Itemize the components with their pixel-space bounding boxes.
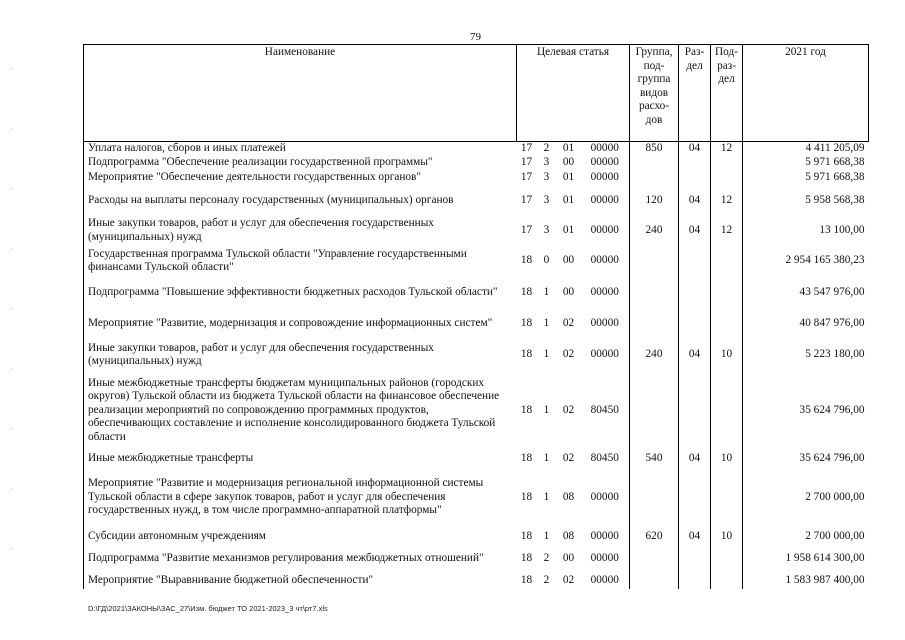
row-name: Мероприятие "Обеспечение деятельности государственных органов" — [84, 170, 517, 187]
row-section — [679, 573, 711, 589]
row-expense-group — [630, 573, 679, 589]
row-code-subprogram: 1 — [543, 317, 550, 330]
table-row — [84, 309, 869, 340]
row-section — [679, 545, 711, 573]
row-amount: 2 700 000,00 — [743, 467, 869, 529]
row-subsection: 12 — [711, 187, 743, 216]
row-name: Подпрограмма "Обеспечение реализации государственной программы" — [84, 156, 517, 170]
header-target: Целевая статья — [517, 45, 630, 142]
row-subsection — [711, 170, 743, 187]
row-name: Субсидии автономным учреждениям — [84, 529, 517, 545]
row-code-program: 17 — [520, 194, 533, 207]
row-amount: 2 700 000,00 — [743, 529, 869, 545]
row-subsection: 12 — [711, 216, 743, 246]
table-body — [84, 142, 869, 589]
table-row — [84, 277, 869, 309]
row-code-subprogram: 2 — [543, 573, 550, 586]
row-amount: 5 223 180,00 — [743, 340, 869, 371]
row-name: Иные закупки товаров, работ и услуг для обеспечения государственных (муниципальных) нужд — [84, 216, 517, 246]
table-row — [84, 216, 869, 246]
row-code-subprogram: 1 — [543, 348, 550, 361]
row-section — [679, 371, 711, 451]
row-code-direction: 00000 — [590, 529, 619, 542]
row-code-event: 02 — [562, 403, 575, 416]
table-row — [84, 529, 869, 545]
row-expense-group: 240 — [630, 340, 679, 371]
row-amount: 4 411 205,09 — [743, 142, 869, 156]
row-subsection — [711, 156, 743, 170]
row-code-direction: 00000 — [590, 223, 619, 236]
row-subsection — [711, 573, 743, 589]
row-subsection — [711, 371, 743, 451]
row-expense-group — [630, 170, 679, 187]
row-expense-group — [630, 156, 679, 170]
row-subsection — [711, 246, 743, 277]
row-expense-group: 620 — [630, 529, 679, 545]
row-code-direction: 00000 — [590, 142, 619, 154]
row-name: Мероприятие "Развитие, модернизация и сопровождение информационных систем" — [84, 309, 517, 340]
table-row — [84, 573, 869, 589]
header-name: Наименование — [84, 45, 517, 142]
table-row — [84, 246, 869, 277]
row-section — [679, 467, 711, 529]
row-code-subprogram: 3 — [543, 155, 550, 168]
row-code-direction: 00000 — [590, 155, 619, 168]
row-code-program: 18 — [520, 551, 533, 564]
row-section: 04 — [679, 529, 711, 545]
row-amount: 5 958 568,38 — [743, 187, 869, 216]
row-section: 04 — [679, 216, 711, 246]
row-code-subprogram: 1 — [543, 451, 550, 464]
row-name: Государственная программа Тульской области "Управление государственными финансами Тульской области" — [84, 246, 517, 277]
row-code-event: 02 — [562, 573, 575, 586]
row-code-program: 17 — [520, 223, 533, 236]
row-code-program: 18 — [520, 529, 533, 542]
row-section — [679, 277, 711, 309]
row-expense-group — [630, 371, 679, 451]
page-number: 79 — [470, 31, 481, 43]
row-subsection — [711, 467, 743, 529]
row-amount: 1 958 614 300,00 — [743, 545, 869, 573]
row-code-program: 18 — [520, 403, 533, 416]
file-path-footer: D:\ГД\2021\ЗАКОНЫ\ЗАС_27\Изм. бюджет ТО 2021-2023_3 чт\рт7.xls — [88, 604, 328, 613]
row-code-subprogram: 1 — [543, 403, 550, 416]
row-code-event: 01 — [562, 171, 575, 184]
row-amount: 35 624 796,00 — [743, 451, 869, 467]
row-code-subprogram: 1 — [543, 285, 550, 298]
row-name: Уплата налогов, сборов и иных платежей — [84, 142, 517, 156]
row-name: Иные закупки товаров, работ и услуг для обеспечения государственных (муниципальных) нужд — [84, 340, 517, 371]
scan-edge-marks: · · · · · · · · · — [10, 65, 13, 554]
row-code-event: 02 — [562, 348, 575, 361]
row-code-program: 18 — [520, 254, 533, 267]
row-code-direction: 00000 — [590, 573, 619, 586]
table-header — [84, 45, 869, 142]
row-amount: 5 971 668,38 — [743, 170, 869, 187]
table-row — [84, 467, 869, 529]
table-row — [84, 545, 869, 573]
row-amount: 2 954 165 380,23 — [743, 246, 869, 277]
row-code-program: 18 — [520, 317, 533, 330]
row-code-event: 01 — [562, 142, 575, 154]
row-code-program: 18 — [520, 451, 533, 464]
row-expense-group — [630, 309, 679, 340]
row-amount: 35 624 796,00 — [743, 371, 869, 451]
row-subsection: 12 — [711, 142, 743, 156]
row-section: 04 — [679, 142, 711, 156]
row-code-direction: 00000 — [590, 254, 619, 267]
table-row — [84, 451, 869, 467]
row-amount: 43 547 976,00 — [743, 277, 869, 309]
row-subsection: 10 — [711, 529, 743, 545]
row-name: Подпрограмма "Повышение эффективности бюджетных расходов Тульской области" — [84, 277, 517, 309]
row-code-subprogram: 1 — [543, 529, 550, 542]
row-code-event: 01 — [562, 194, 575, 207]
row-code-direction: 00000 — [590, 490, 619, 503]
row-name: Мероприятие "Выравнивание бюджетной обеспеченности" — [84, 573, 517, 589]
row-subsection — [711, 545, 743, 573]
row-code-program: 18 — [520, 285, 533, 298]
row-subsection: 10 — [711, 340, 743, 371]
row-code-program: 17 — [520, 155, 533, 168]
row-expense-group: 850 — [630, 142, 679, 156]
header-subsection: Под-раз-дел — [711, 45, 743, 142]
row-section — [679, 170, 711, 187]
row-code-subprogram: 0 — [543, 254, 550, 267]
row-code-direction: 00000 — [590, 194, 619, 207]
row-code-event: 00 — [562, 254, 575, 267]
budget-table-page — [83, 44, 868, 589]
row-code-event: 00 — [562, 551, 575, 564]
row-name: Иные межбюджетные трансферты бюджетам муниципальных районов (городских округов) Тульской области из бюджета Тульской области на финансовое обеспечение реализации мероприятий по сопровождению программных продуктов, обеспечивающих составление и исполнение консолидированного бюджета Тульской области — [84, 371, 517, 451]
row-code-direction: 00000 — [590, 317, 619, 330]
row-section — [679, 246, 711, 277]
row-section: 04 — [679, 451, 711, 467]
row-subsection — [711, 309, 743, 340]
row-code-direction: 00000 — [590, 171, 619, 184]
row-code-subprogram: 1 — [543, 490, 550, 503]
row-code-program: 18 — [520, 573, 533, 586]
row-name: Расходы на выплаты персоналу государственных (муниципальных) органов — [84, 187, 517, 216]
row-name: Подпрограмма "Развитие механизмов регулирования межбюджетных отношений" — [84, 545, 517, 573]
row-code-event: 01 — [562, 223, 575, 236]
row-code-event: 08 — [562, 490, 575, 503]
table-row — [84, 156, 869, 170]
table-row — [84, 170, 869, 187]
header-year: 2021 год — [743, 45, 869, 142]
row-amount: 13 100,00 — [743, 216, 869, 246]
budget-table — [83, 44, 869, 589]
row-expense-group: 240 — [630, 216, 679, 246]
row-expense-group: 120 — [630, 187, 679, 216]
row-code-subprogram: 3 — [543, 171, 550, 184]
row-code-subprogram: 2 — [543, 142, 550, 154]
row-code-subprogram: 2 — [543, 551, 550, 564]
row-expense-group: 540 — [630, 451, 679, 467]
header-section: Раз-дел — [679, 45, 711, 142]
row-subsection: 10 — [711, 451, 743, 467]
row-code-event: 02 — [562, 451, 575, 464]
row-section — [679, 309, 711, 340]
row-code-event: 08 — [562, 529, 575, 542]
row-expense-group — [630, 467, 679, 529]
row-code-program: 18 — [520, 348, 533, 361]
row-expense-group — [630, 277, 679, 309]
header-group: Группа, под-группа видов расхо-дов — [630, 45, 679, 142]
row-amount: 5 971 668,38 — [743, 156, 869, 170]
row-code-event: 00 — [562, 155, 575, 168]
row-code-direction: 80450 — [590, 451, 619, 464]
row-expense-group — [630, 246, 679, 277]
row-code-direction: 00000 — [590, 348, 619, 361]
row-expense-group — [630, 545, 679, 573]
row-code-direction: 00000 — [590, 551, 619, 564]
row-subsection — [711, 277, 743, 309]
table-row — [84, 340, 869, 371]
row-code-event: 02 — [562, 317, 575, 330]
row-code-program: 17 — [520, 142, 533, 154]
row-section: 04 — [679, 340, 711, 371]
row-name: Иные межбюджетные трансферты — [84, 451, 517, 467]
row-amount: 40 847 976,00 — [743, 309, 869, 340]
row-section — [679, 156, 711, 170]
row-code-subprogram: 3 — [543, 194, 550, 207]
row-code-event: 00 — [562, 285, 575, 298]
table-row — [84, 187, 869, 216]
table-row — [84, 371, 869, 451]
row-code-direction: 80450 — [590, 403, 619, 416]
row-name: Мероприятие "Развитие и модернизация региональной информационной системы Тульской области в сфере закупок товаров, работ и услуг для обеспечения государственных нужд, в том числе программно-аппаратной платформы" — [84, 467, 517, 529]
row-amount: 1 583 987 400,00 — [743, 573, 869, 589]
row-section: 04 — [679, 187, 711, 216]
row-code-direction: 00000 — [590, 285, 619, 298]
table-row — [84, 142, 869, 156]
row-code-program: 17 — [520, 171, 533, 184]
row-code-subprogram: 3 — [543, 223, 550, 236]
row-code-program: 18 — [520, 490, 533, 503]
